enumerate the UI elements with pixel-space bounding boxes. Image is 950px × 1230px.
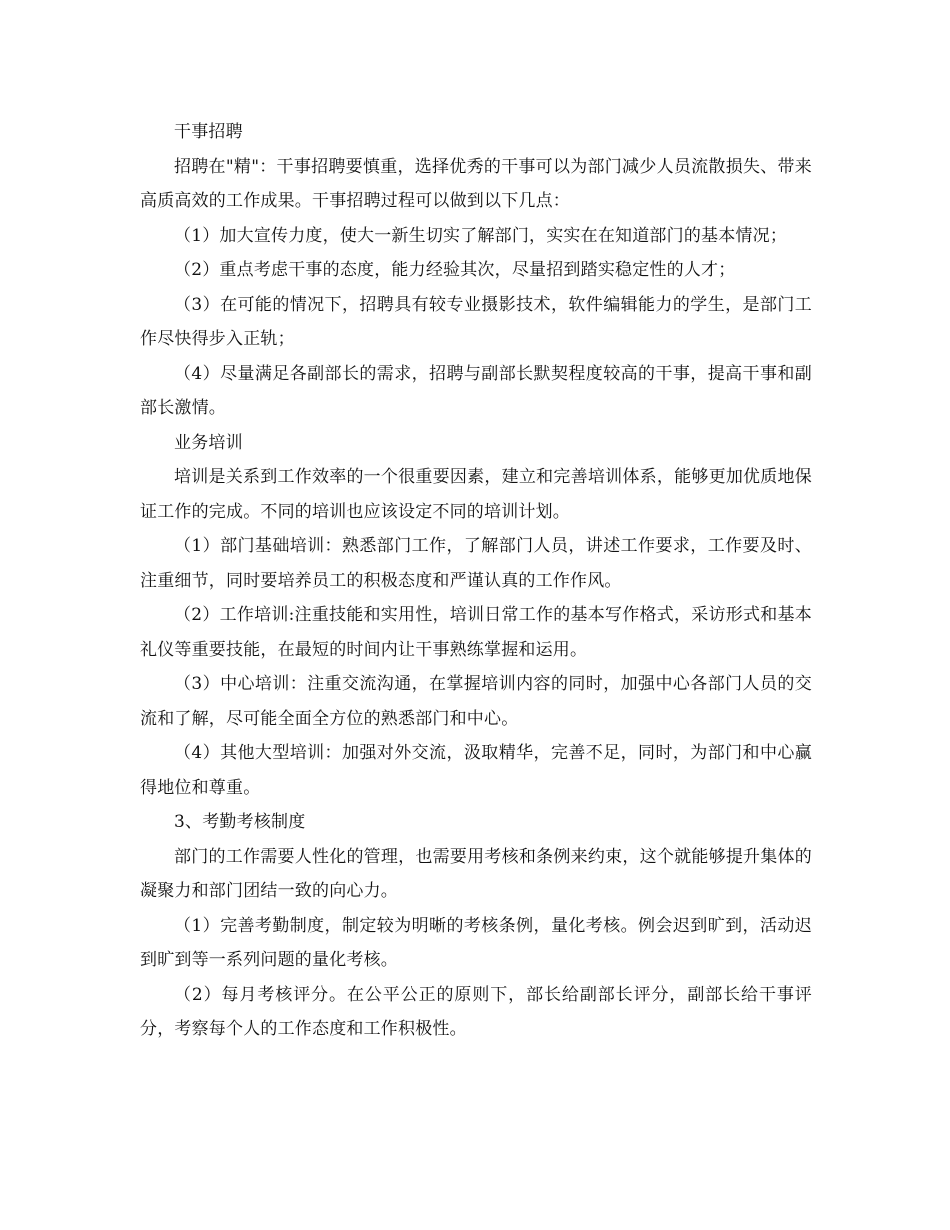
list-item: （3）在可能的情况下，招聘具有较专业摄影技术，软件编辑能力的学生，是部门工作尽快得步入正轨； (140, 294, 812, 349)
list-item: （1）完善考勤制度，制定较为明晰的考核条例，量化考核。例会迟到旷到，活动迟到旷到等一系列问题的量化考核。 (140, 915, 812, 970)
section-heading-attendance: 3、考勤考核制度 (174, 812, 306, 832)
paragraph: 招聘在"精"：干事招聘要慎重，选择优秀的干事可以为部门减少人员流散损失、带来高质高效的工作成果。干事招聘过程可以做到以下几点： (140, 156, 812, 211)
list-item: （4）尽量满足各副部长的需求，招聘与副部长默契程度较高的干事，提高干事和副部长激情。 (140, 363, 812, 418)
paragraph: 培训是关系到工作效率的一个很重要因素，建立和完善培训体系，能够更加优质地保证工作的完成。不同的培训也应该设定不同的培训计划。 (140, 467, 812, 522)
list-item: （3）中心培训：注重交流沟通，在掌握培训内容的同时，加强中心各部门人员的交流和了解，尽可能全面全方位的熟悉部门和中心。 (140, 674, 812, 729)
list-item: （2）重点考虑干事的态度，能力经验其次，尽量招到踏实稳定性的人才； (174, 260, 736, 280)
list-item: （1）加大宣传力度，使大一新生切实了解部门，实实在在知道部门的基本情况； (174, 225, 788, 246)
section-heading-training: 业务培训 (174, 432, 243, 453)
section-heading-recruitment: 干事招聘 (174, 122, 243, 142)
list-item: （4）其他大型培训：加强对外交流，汲取精华，完善不足，同时，为部门和中心赢得地位和尊重。 (140, 743, 812, 798)
list-item: （2）每月考核评分。在公平公正的原则下，部长给副部长评分，副部长给干事评分，考察每个人的工作态度和工作积极性。 (140, 984, 812, 1039)
list-item: （2）工作培训:注重技能和实用性，培训日常工作的基本写作格式，采访形式和基本礼仪等重要技能，在最短的时间内让干事熟练掌握和运用。 (140, 605, 812, 660)
paragraph: 部门的工作需要人性化的管理，也需要用考核和条例来约束，这个就能够提升集体的凝聚力和部门团结一致的向心力。 (140, 846, 812, 901)
list-item: （1）部门基础培训：熟悉部门工作，了解部门人员，讲述工作要求，工作要及时、注重细节，同时要培养员工的积极态度和严谨认真的工作作风。 (140, 536, 812, 591)
document-body (140, 115, 812, 1047)
